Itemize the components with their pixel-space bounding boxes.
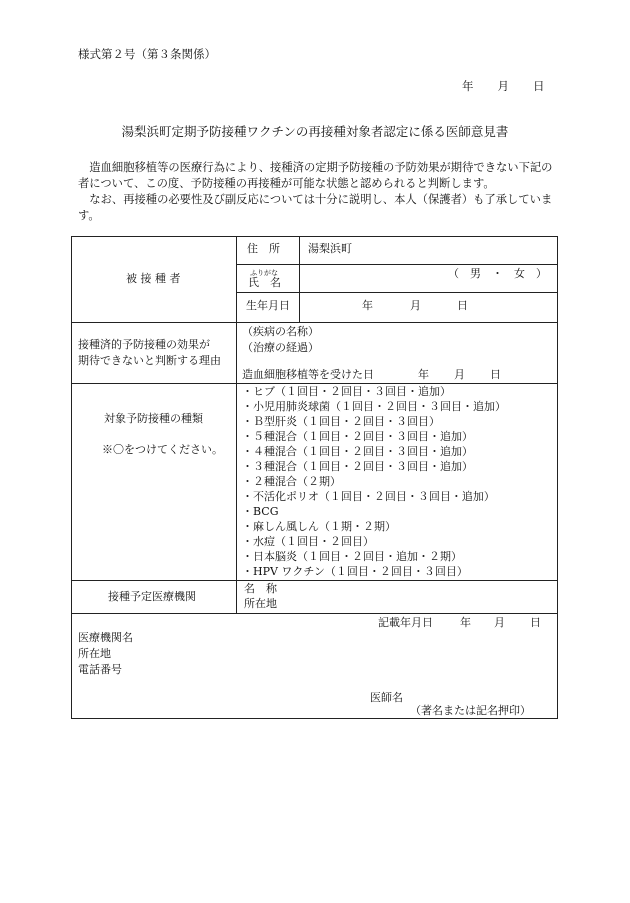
vaccine-item-mr[interactable]: ・麻しん風しん（１期・２期） xyxy=(242,520,396,533)
phone-label: 電話番号 xyxy=(78,663,122,676)
document-title: 湯梨浜町定期予防接種ワクチンの再接種対象者認定に係る医師意見書 xyxy=(121,124,509,139)
entry-date-label: 記載年月日 xyxy=(378,616,433,629)
vaccine-item-polio[interactable]: ・不活化ポリオ（１回目・２回目・３回目・追加） xyxy=(242,490,495,503)
vaccine-item-bcg[interactable]: ・BCG xyxy=(242,505,279,518)
vaccine-item-hpv[interactable]: ・HPV ワクチン（１回目・２回目・３回目） xyxy=(242,565,468,578)
vaccine-item-japanese-encephalitis[interactable]: ・日本脳炎（１回目・２回目・追加・２期） xyxy=(242,550,462,563)
name-label: 氏 名 xyxy=(248,276,281,289)
disease-label: （疾病の名称） xyxy=(242,325,319,338)
sex-selector[interactable]: （ 男 ・ 女 ） xyxy=(448,267,547,280)
birth-day: 日 xyxy=(457,299,468,312)
clinic-name-label: 名 称 xyxy=(244,582,277,595)
header-date xyxy=(462,78,545,94)
header-date-day: 日 xyxy=(533,79,545,93)
row-divider xyxy=(236,292,558,293)
row-divider xyxy=(72,383,558,384)
signature-note: （著名または記名押印） xyxy=(410,704,531,717)
body-paragraph-1: 造血細胞移植等の医療行為により、接種済の定期予防接種の予防効果が期待できない下記の者について、この度、予防接種の再接種が可能な状態と認められると判断します。 xyxy=(78,161,553,190)
address-label: 住 所 xyxy=(247,242,280,255)
treatment-label: （治療の経過） xyxy=(242,341,319,354)
transplant-year: 年 xyxy=(418,368,429,381)
reason-label-line2: 期待できないと判断する理由 xyxy=(78,354,221,367)
row-divider xyxy=(72,580,558,581)
column-divider xyxy=(236,237,237,613)
recipient-label: 被 接 種 者 xyxy=(126,272,181,285)
institution-label: 医療機関名 xyxy=(78,631,133,644)
birth-year: 年 xyxy=(362,299,373,312)
birth-month: 月 xyxy=(410,299,421,312)
transplant-month: 月 xyxy=(454,368,465,381)
vaccine-note: ※〇をつけてください。 xyxy=(102,443,223,456)
opinion-table xyxy=(71,236,558,719)
entry-day: 日 xyxy=(530,616,541,629)
vaccine-item-hib[interactable]: ・ヒブ（１回目・２回目・３回目・追加） xyxy=(242,385,451,398)
clinic-location-label: 所在地 xyxy=(244,597,277,610)
header-date-month: 月 xyxy=(497,79,509,93)
vaccine-item-pneumococcal[interactable]: ・小児用肺炎球菌（１回目・２回目・３回目・追加） xyxy=(242,400,506,413)
entry-year: 年 xyxy=(460,616,471,629)
body-text xyxy=(78,160,556,224)
column-divider xyxy=(299,237,300,322)
furigana-label: ふりがな xyxy=(250,269,278,277)
address-value: 湯梨浜町 xyxy=(308,242,352,255)
transplant-date-label: 造血細胞移植等を受けた日 xyxy=(242,368,374,381)
vaccine-item-2-combo[interactable]: ・２種混合（２期） xyxy=(242,475,341,488)
vaccine-item-5-combo[interactable]: ・５種混合（１回目・２回目・３回目・追加） xyxy=(242,430,473,443)
vaccine-item-hepatitis-b[interactable]: ・Ｂ型肝炎（１回目・２回目・３回目） xyxy=(242,415,440,428)
reason-label-line1: 接種済的予防接種の効果が xyxy=(78,338,210,351)
form-number: 様式第２号（第３条関係） xyxy=(78,47,216,61)
entry-month: 月 xyxy=(494,616,505,629)
clinic-label: 接種予定医療機関 xyxy=(108,590,196,603)
body-paragraph-2: なお、再接種の必要性及び副反応については十分に説明し、本人（保護者）も了承しています。 xyxy=(78,193,553,222)
doctor-label: 医師名 xyxy=(370,691,403,704)
vaccine-types-label: 対象予防接種の種類 xyxy=(104,412,203,425)
row-divider xyxy=(72,613,558,614)
row-divider xyxy=(236,264,558,265)
vaccine-item-3-combo[interactable]: ・３種混合（１回目・２回目・３回目・追加） xyxy=(242,460,473,473)
transplant-day: 日 xyxy=(490,368,501,381)
row-divider xyxy=(72,322,558,323)
header-date-year: 年 xyxy=(462,79,474,93)
vaccine-item-varicella[interactable]: ・水痘（１回目・２回目） xyxy=(242,535,374,548)
vaccine-item-4-combo[interactable]: ・４種混合（１回目・２回目・３回目・追加） xyxy=(242,445,473,458)
institution-location-label: 所在地 xyxy=(78,647,111,660)
birth-label: 生年月日 xyxy=(246,299,290,312)
